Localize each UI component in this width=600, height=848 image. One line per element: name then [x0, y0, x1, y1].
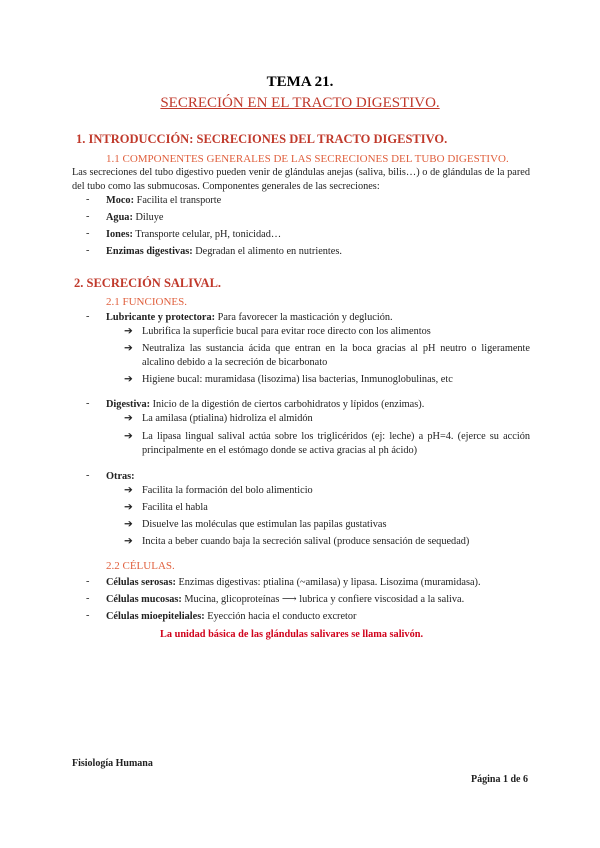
function-item: Digestiva: Inicio de la digestión de ciertos carbohidratos y lípidos (enzimas). [106, 399, 425, 410]
function-detail: Disuelve las moléculas que estimulan las papilas gustativas [142, 519, 387, 530]
arrow-icon: ➔ [124, 326, 133, 337]
function-detail: La amilasa (ptialina) hidroliza el almidón [142, 413, 313, 424]
cell-item: Células mucosas: Mucina, glicoproteínas ⟶ lubrica y confiere viscosidad a la saliva. [106, 594, 465, 605]
function-item: Otras: [106, 471, 135, 482]
section-1-heading: 1. INTRODUCCIÓN: SECRECIONES DEL TRACTO DIGESTIVO. [76, 132, 448, 146]
arrow-icon: ➔ [124, 519, 133, 530]
function-detail: La lipasa lingual salival actúa sobre los triglicéridos (ej: leche) a pH=4. (ejerce su acción principalmente en el estómago donde se activa gracias al ph ácido) [142, 431, 530, 456]
function-detail: Incita a beber cuando baja la secreción salival (produce sensación de sequedad) [142, 536, 470, 547]
intro-paragraph: Las secreciones del tubo digestivo pueden venir de glándulas anejas (saliva, bilis…) o de glándulas de la pared del tubo como las submucosas. Componentes generales de las secreciones: [72, 167, 530, 192]
arrow-icon: ➔ [124, 374, 133, 385]
document-page: TEMA 21. SECRECIÓN EN EL TRACTO DIGESTIVO. 1. INTRODUCCIÓN: SECRECIONES DEL TRACTO DIGESTIVO. 1.1 COMPONENTES GENERALES DE LAS SECRECIONES DEL TUBO DIGESTIVO. Las secreciones del tubo digestivo pueden venir de glándulas anejas (saliva, bilis…) o de glándulas de la pared del tubo como las submucosas. Componentes generales de las secreciones: - Moco: Facilita el transporte - Agua: Diluye - Iones: Transporte celular, pH, tonicidad… - Enzimas digestivas: Degradan el alimento en nutrientes. 2. SECRECIÓN SALIVAL. 2.1 FUNCIONES. - Lubricante y protectora: Para favorecer la masticación y deglución. ➔ Lubrifica la superficie bucal para evitar roce directo con los alimentos ➔ Neutraliza las sustancia ácida que entran en la boca gracias al pH neutro o ligeramente alcalino debido a la secreción de bicarbonato ➔ Higiene bucal: muramidasa (lisozima) lisa bacterias, Inmunoglobulinas, etc - Digestiva: Inicio de la digestión de ciertos carbohidratos y lípidos (enzimas). ➔ La amilasa (ptialina) hidroliza el almidón ➔ La lipasa lingual salival actúa sobre los triglicéridos (ej: leche) a pH=4. (ejerce su acción principalmente en el estómago donde se activa gracias al ph ácido) - Otras: ➔ Facilita la formación del bolo alimenticio ➔ Facilita el habla ➔ Disuelve las moléculas que estimulan las papilas gustativas ➔ Incita a beber cuando baja la secreción salival (produce sensación de sequedad) 2.2 CÉLULAS. - Células serosas: Enzimas digestivas: ptialina (~amilasa) y lipasa. Lisozima (muramidasa). - Células mucosas: Mucina, glicoproteínas ⟶ lubrica y confiere viscosidad a la saliva. - Células mioepiteliales: Eyección hacia el conducto excretor La unidad básica de las glándulas salivares se llama salivón. Fisiología Humana Página 1 de 6 [0, 0, 600, 848]
section-1-1-heading: 1.1 COMPONENTES GENERALES DE LAS SECRECIONES DEL TUBO DIGESTIVO. [106, 153, 509, 165]
highlight-note: La unidad básica de las glándulas salivares se llama salivón. [160, 629, 424, 640]
function-detail: Neutraliza las sustancia ácida que entran en la boca gracias al pH neutro o ligeramente alcalino debido a la secreción de bicarbonato [142, 343, 530, 368]
arrow-icon: ➔ [124, 431, 133, 442]
cell-item: Células mioepiteliales: Eyección hacia el conducto excretor [106, 611, 357, 622]
section-2-1-heading: 2.1 FUNCIONES. [106, 296, 187, 308]
function-detail: Facilita el habla [142, 502, 208, 513]
component-item: Moco: Facilita el transporte [106, 195, 222, 206]
component-item: Agua: Diluye [106, 212, 164, 223]
arrow-icon: ➔ [124, 485, 133, 496]
footer-course: Fisiología Humana [72, 758, 153, 769]
function-detail: Higiene bucal: muramidasa (lisozima) lisa bacterias, Inmunoglobulinas, etc [142, 374, 453, 385]
component-item: Enzimas digestivas: Degradan el alimento en nutrientes. [106, 246, 342, 257]
component-item: Iones: Transporte celular, pH, tonicidad… [106, 229, 282, 240]
arrow-icon: ➔ [124, 536, 133, 547]
doc-subtitle: SECRECIÓN EN EL TRACTO DIGESTIVO. [160, 95, 440, 111]
function-detail: Lubrifica la superficie bucal para evitar roce directo con los alimentos [142, 326, 431, 337]
section-2-heading: 2. SECRECIÓN SALIVAL. [74, 276, 222, 290]
arrow-icon: ➔ [124, 413, 133, 424]
section-2-2-heading: 2.2 CÉLULAS. [106, 560, 175, 572]
cell-item: Células serosas: Enzimas digestivas: ptialina (~amilasa) y lipasa. Lisozima (muramidasa). [106, 577, 481, 588]
function-detail: Facilita la formación del bolo alimenticio [142, 485, 313, 496]
footer-page-number: Página 1 de 6 [471, 774, 528, 785]
doc-title: TEMA 21. [266, 74, 334, 90]
arrow-icon: ➔ [124, 343, 133, 354]
function-item: Lubricante y protectora: Para favorecer la masticación y deglución. [106, 312, 393, 323]
arrow-icon: ➔ [124, 502, 133, 513]
